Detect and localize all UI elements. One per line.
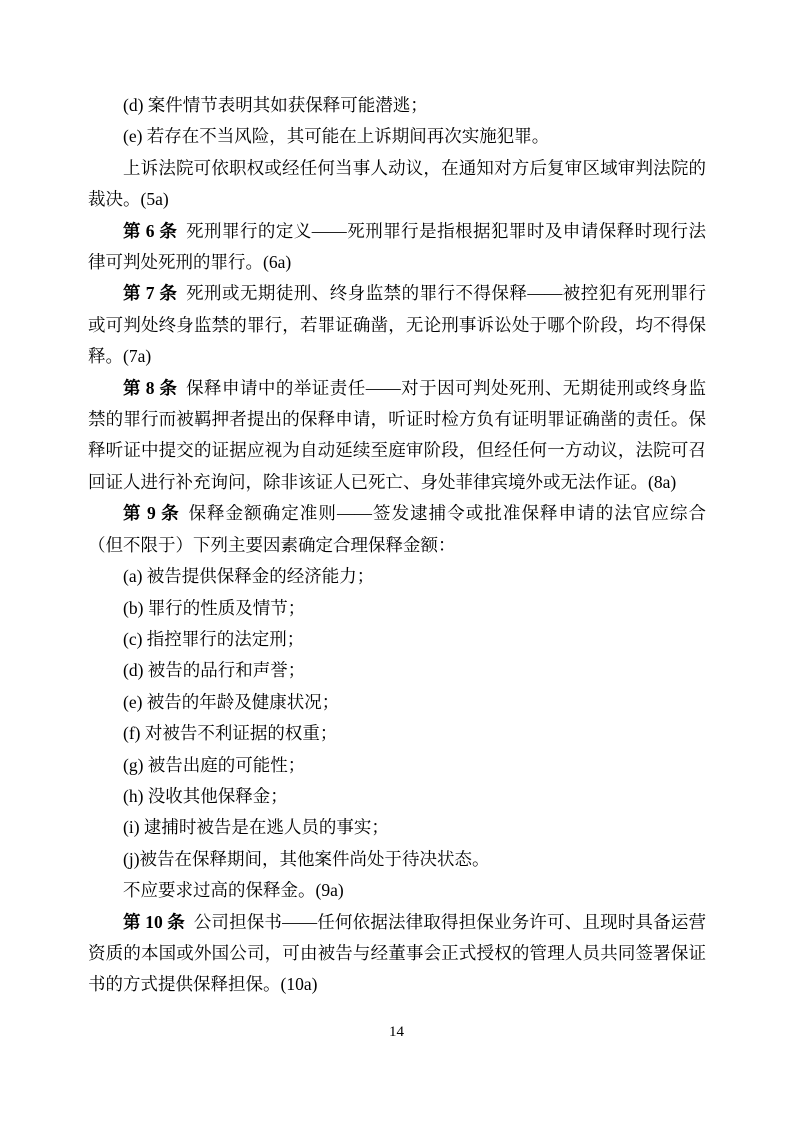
list-item-text: (e) 若存在不当风险，其可能在上诉期间再次实施犯罪。 (123, 126, 550, 147)
factor-text: (i) 逮捕时被告是在逃人员的事实； (123, 817, 389, 838)
factor-item-e (88, 687, 706, 718)
list-item-e-reoffend-risk (88, 121, 706, 152)
article-7-no-bail-capital-offense (88, 278, 706, 372)
article-6-capital-offense-definition (88, 216, 706, 279)
article-7-label: 第 7 条 (123, 283, 178, 304)
list-item-text: (d) 案件情节表明其如获保释可能潜逃； (123, 95, 428, 115)
factor-item-h (88, 781, 706, 812)
page-number: 14 (389, 1024, 404, 1040)
article-8-text: 保释申请中的举证责任——对于因可判处死刑、无期徒刑或终身监禁的罪行而被羁押者提出的保释申请，听证时检方负有证明罪证确凿的责任。保释听证中提交的证据应视为自动延续至庭审阶段，但经任何一方动议，法院可召回证人进行补充询问，除非该证人已死亡、身处菲律宾境外或无法作证。(8a) (88, 377, 707, 492)
factor-item-a (88, 561, 706, 592)
paragraph-no-excessive-bail (88, 875, 706, 906)
article-9-label: 第 9 条 (123, 503, 180, 524)
article-10-corporate-surety (88, 907, 706, 1001)
factor-text: (e) 被告的年龄及健康状况； (123, 691, 340, 712)
factor-text: (f) 对被告不利证据的权重； (123, 723, 338, 744)
factor-text: (j)被告在保释期间，其他案件尚处于待决状态。 (123, 848, 490, 869)
paragraph-text: 上诉法院可依职权或经任何当事人动议，在通知对方后复审区域审判法院的裁决。(5a) (88, 157, 706, 210)
factor-item-i (88, 812, 706, 843)
factor-text: (a) 被告提供保释金的经济能力； (123, 566, 375, 587)
paragraph-appellate-review (88, 153, 706, 216)
list-item-d-flight-risk (88, 90, 706, 121)
factor-item-b (88, 593, 706, 624)
article-8-burden-of-proof (88, 373, 706, 499)
factor-text: (c) 指控罪行的法定刑； (123, 628, 305, 649)
factor-item-j (88, 844, 706, 875)
factor-item-f (88, 718, 706, 749)
factor-text: (d) 被告的品行和声誉； (123, 660, 306, 681)
factor-text: (b) 罪行的性质及情节； (123, 597, 306, 618)
article-9-text: 保释金额确定准则——签发逮捕令或批准保释申请的法官应综合（但不限于）下列主要因素确定合理保释金额： (88, 503, 706, 555)
document-body (88, 90, 706, 1001)
article-8-label: 第 8 条 (123, 377, 178, 398)
factor-item-c (88, 624, 706, 655)
factor-item-d (88, 655, 706, 686)
article-10-label: 第 10 条 (123, 911, 185, 932)
article-6-text: 死刑罪行的定义——死刑罪行是指根据犯罪时及申请保释时现行法律可判处死刑的罪行。(6a) (88, 220, 707, 273)
factor-item-g (88, 750, 706, 781)
factor-text: (h) 没收其他保释金； (123, 785, 288, 806)
factor-text: (g) 被告出庭的可能性； (123, 754, 306, 775)
article-9-bail-amount-guidelines (88, 498, 706, 561)
article-10-text: 公司担保书——任何依据法律取得担保业务许可、且现时具备运营资质的本国或外国公司，可由被告与经董事会正式授权的管理人员共同签署保证书的方式提供保释担保。(10a) (88, 911, 707, 995)
paragraph-text: 不应要求过高的保释金。(9a) (123, 880, 344, 901)
article-7-text: 死刑或无期徒刑、终身监禁的罪行不得保释——被控犯有死刑罪行或可判处终身监禁的罪行，若罪证确凿，无论刑事诉讼处于哪个阶段，均不得保释。(7a) (88, 283, 707, 367)
article-6-label: 第 6 条 (123, 220, 178, 241)
